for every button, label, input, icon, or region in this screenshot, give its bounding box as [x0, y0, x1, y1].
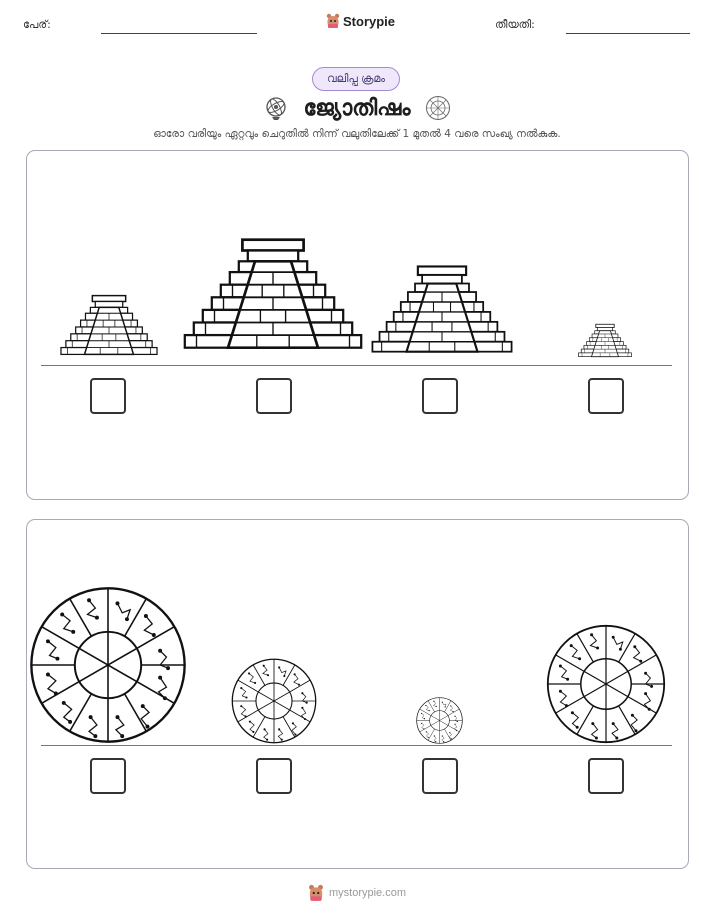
title-row — [0, 92, 714, 124]
footer-url[interactable]: mystorypie.com — [328, 887, 407, 899]
zodiac-wheel-image — [29, 586, 187, 744]
answer-box[interactable] — [90, 378, 126, 414]
baseline — [41, 365, 672, 366]
pyramid-image — [183, 231, 363, 360]
answer-box[interactable] — [90, 758, 126, 794]
pyramid-image — [578, 322, 632, 360]
pyramid-image — [60, 292, 158, 360]
storypie-logo-icon — [326, 13, 340, 29]
category-badge: വലിപ്പ ക്രമം — [312, 67, 400, 91]
date-field-line[interactable] — [566, 33, 690, 34]
pyramid-image — [371, 261, 513, 360]
answer-box[interactable] — [588, 758, 624, 794]
answer-box[interactable] — [422, 758, 458, 794]
answer-box[interactable] — [588, 378, 624, 414]
name-field-line[interactable] — [101, 33, 257, 34]
instruction-text: ഓരോ വരിയും ഏറ്റവും ചെറുതിൽ നിന്ന് വലുതിലേക്ക് 1 മുതൽ 4 വരെ സംഖ്യ നൽകുക. — [153, 128, 561, 140]
date-label: തീയതി: — [495, 18, 535, 31]
armillary-sphere-icon — [263, 95, 289, 121]
brand-name: Storypie — [343, 13, 396, 29]
zodiac-wheel-image — [416, 697, 463, 744]
baseline — [41, 745, 672, 746]
answer-box[interactable] — [256, 378, 292, 414]
name-label: പേര്: — [23, 18, 51, 31]
footer — [0, 884, 714, 902]
brand — [326, 13, 395, 29]
zodiac-wheel-image — [546, 624, 666, 744]
answer-box[interactable] — [256, 758, 292, 794]
answer-box[interactable] — [422, 378, 458, 414]
page-title: ജ്യോതിഷം — [303, 95, 411, 121]
zodiac-wheel-image — [231, 658, 317, 744]
storypie-logo-icon — [308, 884, 324, 902]
zodiac-wheel-icon — [425, 95, 451, 121]
